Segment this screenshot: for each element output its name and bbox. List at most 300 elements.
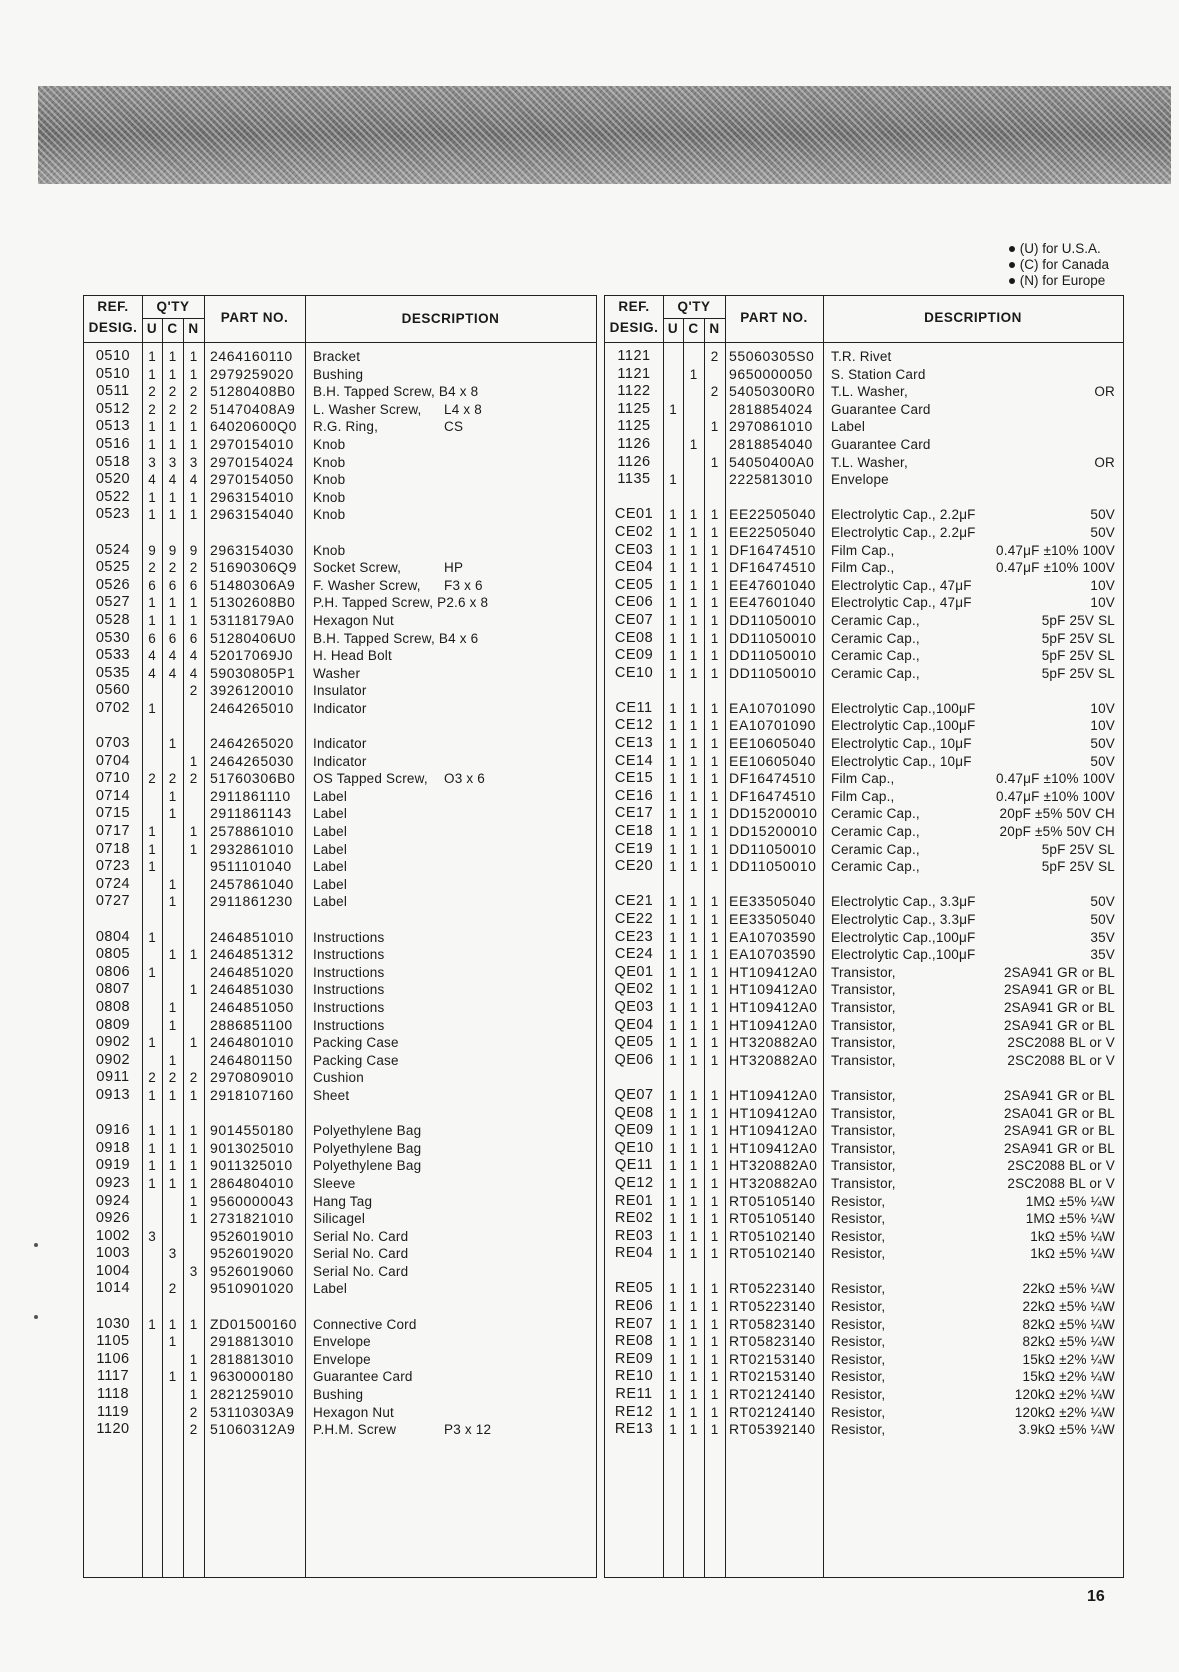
ref-cell: 0702 bbox=[95, 699, 131, 716]
qty-u-cell: 1 bbox=[148, 507, 156, 523]
part-number-cell: 51302608B0 bbox=[210, 594, 296, 611]
table-row bbox=[84, 1333, 596, 1351]
ref-cell: CE05 bbox=[614, 576, 654, 593]
ref-cell: 0902 bbox=[95, 1034, 131, 1051]
qty-u-cell: 1 bbox=[148, 700, 156, 716]
qty-c-cell: 1 bbox=[168, 489, 177, 505]
qty-c-cell: 1 bbox=[689, 806, 698, 822]
spec-cell: 2SA941 GR or BL bbox=[1003, 1087, 1115, 1103]
description-cell: Connective Cord bbox=[313, 1316, 417, 1332]
qty-c-cell: 3 bbox=[168, 454, 177, 470]
qty-n-cell: 1 bbox=[710, 859, 719, 875]
qty-n-cell: 1 bbox=[710, 718, 719, 734]
qty-u-cell: 1 bbox=[148, 841, 156, 857]
table-row bbox=[605, 612, 1123, 630]
qty-n-cell: 2 bbox=[189, 1404, 198, 1420]
part-number-cell: 54050300R0 bbox=[729, 383, 816, 400]
ref-cell: CE08 bbox=[614, 629, 654, 646]
part-number-cell: 2731821010 bbox=[210, 1210, 294, 1227]
qty-c-cell: 1 bbox=[689, 436, 698, 452]
table-row bbox=[605, 1034, 1123, 1052]
qty-c-cell: 1 bbox=[689, 665, 698, 681]
part-number-cell: DD11050010 bbox=[729, 629, 817, 646]
qty-u-cell: 1 bbox=[669, 894, 677, 910]
qty-c-cell: 1 bbox=[689, 1228, 698, 1244]
ref-cell: 0809 bbox=[95, 1016, 131, 1033]
description-cell: T.L. Washer, bbox=[831, 454, 908, 470]
qty-n-cell: 1 bbox=[710, 630, 719, 646]
table-row bbox=[605, 647, 1123, 665]
table-row bbox=[605, 1157, 1123, 1175]
part-number-cell: 51280406U0 bbox=[210, 629, 297, 646]
ref-cell: RE09 bbox=[614, 1350, 654, 1367]
part-number-cell: 2457861040 bbox=[210, 875, 294, 892]
row-spacer bbox=[605, 682, 1123, 700]
ref-cell: 1125 bbox=[617, 418, 651, 435]
spec-cell: 120kΩ ±2% ¼W bbox=[1014, 1387, 1115, 1403]
part-number-cell: 9526019020 bbox=[210, 1245, 294, 1262]
spec-cell: O3 x 6 bbox=[444, 771, 485, 787]
table-row bbox=[84, 1351, 596, 1369]
table-row bbox=[84, 489, 596, 507]
ref-cell: 0710 bbox=[95, 770, 131, 787]
description-cell: Transistor, bbox=[831, 1035, 896, 1051]
part-number-cell: DD11050010 bbox=[729, 664, 817, 681]
qty-u-cell: 1 bbox=[148, 349, 156, 364]
table-row bbox=[84, 559, 596, 577]
description-cell: R.G. Ring, bbox=[313, 419, 379, 435]
description-cell: Instructions bbox=[313, 947, 385, 963]
qty-u-cell: 1 bbox=[669, 718, 677, 734]
description-cell: P.H.M. Screw bbox=[313, 1422, 397, 1438]
ref-cell: 1126 bbox=[617, 453, 651, 470]
qty-u-cell: 1 bbox=[148, 1087, 156, 1103]
table-row bbox=[84, 612, 596, 630]
description-cell: S. Station Card bbox=[831, 366, 926, 382]
description-cell: Ceramic Cap., bbox=[831, 859, 920, 875]
qty-c-cell: 1 bbox=[168, 788, 177, 804]
description-cell: B.H. Tapped Screw, B4 x 8 bbox=[313, 384, 479, 400]
description-cell: Indicator bbox=[313, 700, 367, 716]
qty-c-cell: 4 bbox=[168, 648, 177, 664]
description-cell: Film Cap., bbox=[831, 771, 895, 787]
table-row bbox=[84, 1280, 596, 1298]
spec-cell: 1kΩ ±5% ¼W bbox=[1030, 1246, 1115, 1262]
qty-n-cell: 1 bbox=[710, 1123, 719, 1139]
spec-cell: 50V bbox=[1090, 524, 1115, 540]
qty-n-cell: 1 bbox=[710, 1017, 719, 1033]
description-cell: Ceramic Cap., bbox=[831, 612, 920, 628]
part-number-cell: DF16474510 bbox=[729, 541, 816, 558]
qty-n-cell: 1 bbox=[710, 1246, 719, 1262]
qty-c-cell: 1 bbox=[689, 1211, 698, 1227]
qty-u-cell: 1 bbox=[669, 1316, 677, 1332]
table-row bbox=[84, 366, 596, 384]
qty-n-cell: 1 bbox=[710, 964, 719, 980]
qty-n-cell: 1 bbox=[710, 577, 719, 593]
qty-c-cell: 1 bbox=[168, 1316, 177, 1332]
part-number-cell: HT320882A0 bbox=[729, 1157, 818, 1174]
row-spacer bbox=[84, 717, 596, 735]
qty-n-cell: 2 bbox=[189, 1422, 198, 1438]
description-cell: Ceramic Cap., bbox=[831, 824, 920, 840]
qty-c-cell: 1 bbox=[689, 982, 698, 998]
description-cell: Ceramic Cap., bbox=[831, 806, 920, 822]
part-number-cell: 2464851010 bbox=[210, 928, 294, 945]
table-row bbox=[84, 383, 596, 401]
qty-u-cell: 3 bbox=[148, 1228, 156, 1244]
qty-n-cell: 1 bbox=[710, 1316, 719, 1332]
ref-cell: RE12 bbox=[614, 1403, 654, 1420]
table-row bbox=[605, 788, 1123, 806]
ref-cell: RE06 bbox=[614, 1298, 654, 1315]
part-number-cell: 9560000043 bbox=[210, 1192, 294, 1209]
ref-cell: 1121 bbox=[617, 348, 651, 364]
qty-n-cell: 3 bbox=[189, 454, 198, 470]
qty-u-cell: 2 bbox=[148, 771, 156, 787]
qty-c-cell: 1 bbox=[689, 964, 698, 980]
table-row bbox=[84, 805, 596, 823]
qty-n-cell: 2 bbox=[189, 384, 198, 400]
description-cell: Hexagon Nut bbox=[313, 612, 394, 628]
table-row bbox=[605, 735, 1123, 753]
qty-c-cell: 1 bbox=[689, 771, 698, 787]
ref-cell: 0718 bbox=[95, 840, 131, 857]
description-cell: Resistor, bbox=[831, 1334, 886, 1350]
qty-u-cell: 1 bbox=[669, 929, 677, 945]
part-number-cell: 51470408A9 bbox=[210, 400, 296, 417]
table-row bbox=[605, 1351, 1123, 1369]
ref-cell: QE09 bbox=[614, 1122, 654, 1139]
description-cell: Guarantee Card bbox=[831, 401, 931, 417]
qty-n-cell: 4 bbox=[189, 648, 198, 664]
table-row bbox=[84, 981, 596, 999]
qty-c-cell: 1 bbox=[689, 1387, 698, 1403]
qty-n-cell: 1 bbox=[710, 1035, 719, 1051]
qty-n-cell: 1 bbox=[710, 753, 719, 769]
table-row bbox=[84, 1122, 596, 1140]
description-cell: Electrolytic Cap., 10μF bbox=[831, 753, 972, 769]
ref-cell: 0723 bbox=[95, 858, 131, 875]
qty-n-cell: 1 bbox=[710, 982, 719, 998]
qty-c-cell: 1 bbox=[689, 841, 698, 857]
table-row bbox=[605, 770, 1123, 788]
ref-cell: RE01 bbox=[614, 1192, 654, 1209]
part-number-cell: 2979259020 bbox=[210, 365, 294, 382]
qty-c-cell: 1 bbox=[168, 507, 177, 523]
qty-n-cell: 1 bbox=[189, 1140, 198, 1156]
part-number-cell: 51060312A9 bbox=[210, 1421, 296, 1438]
table-row bbox=[605, 366, 1123, 384]
part-number-cell: 2963154030 bbox=[210, 541, 294, 558]
table-row bbox=[84, 454, 596, 472]
qty-n-cell: 1 bbox=[710, 1193, 719, 1209]
qty-c-cell: 1 bbox=[689, 1052, 698, 1068]
spec-cell: 2SC2088 BL or V bbox=[1007, 1035, 1115, 1051]
part-number-cell: 64020600Q0 bbox=[210, 418, 297, 435]
description-cell: Resistor, bbox=[831, 1351, 886, 1367]
description-cell: Label bbox=[313, 841, 348, 857]
part-number-cell: RT02153140 bbox=[729, 1350, 816, 1367]
spec-cell: HP bbox=[444, 560, 464, 576]
part-number-cell: 54050400A0 bbox=[729, 453, 815, 470]
table-row bbox=[605, 594, 1123, 612]
ref-cell: 0510 bbox=[95, 348, 131, 364]
qty-u-cell: 1 bbox=[669, 700, 677, 716]
table-row bbox=[84, 436, 596, 454]
spec-cell: 0.47μF ±10% 100V bbox=[996, 788, 1115, 804]
table-row bbox=[605, 401, 1123, 419]
qty-c-cell: 9 bbox=[168, 542, 177, 558]
table-row bbox=[84, 1245, 596, 1263]
qty-n-cell: 1 bbox=[189, 1369, 198, 1385]
table-row bbox=[605, 1245, 1123, 1263]
qty-u-cell: 1 bbox=[669, 1035, 677, 1051]
description-cell: Label bbox=[313, 894, 348, 910]
spec-cell: 82kΩ ±5% ¼W bbox=[1022, 1334, 1115, 1350]
table-row bbox=[84, 665, 596, 683]
qty-u-cell: 1 bbox=[669, 1193, 677, 1209]
part-number-cell: DF16474510 bbox=[729, 559, 816, 576]
qty-u-cell: 1 bbox=[669, 736, 677, 752]
part-number-cell: EE47601040 bbox=[729, 576, 816, 593]
qty-u-cell: 1 bbox=[669, 912, 677, 927]
qty-u-cell: 1 bbox=[669, 1281, 677, 1297]
description-cell: Hexagon Nut bbox=[313, 1404, 394, 1420]
description-cell: T.R. Rivet bbox=[831, 349, 892, 364]
qty-c-cell: 1 bbox=[689, 999, 698, 1015]
description-cell: Resistor, bbox=[831, 1193, 886, 1209]
description-cell: Electrolytic Cap.,100μF bbox=[831, 929, 976, 945]
ref-cell: 1135 bbox=[617, 471, 651, 488]
table-row bbox=[605, 454, 1123, 472]
table-row bbox=[84, 1210, 596, 1228]
qty-u-cell: 1 bbox=[148, 612, 156, 628]
ref-cell: 0724 bbox=[95, 875, 131, 892]
description-cell: Electrolytic Cap., 47μF bbox=[831, 577, 972, 593]
qty-c-cell: 3 bbox=[168, 1246, 177, 1262]
description-cell: Ceramic Cap., bbox=[831, 630, 920, 646]
qty-n-cell: 1 bbox=[189, 824, 198, 840]
table-row bbox=[84, 647, 596, 665]
qty-c-cell: 1 bbox=[689, 577, 698, 593]
ref-cell: 0524 bbox=[95, 541, 131, 558]
description-cell: Instructions bbox=[313, 1017, 385, 1033]
description-cell: Bracket bbox=[313, 349, 361, 364]
part-number-cell: HT109412A0 bbox=[729, 998, 818, 1015]
table-row bbox=[84, 1052, 596, 1070]
table-row bbox=[605, 1140, 1123, 1158]
ref-cell: RE13 bbox=[614, 1421, 654, 1438]
part-number-cell: 9510901020 bbox=[210, 1280, 294, 1297]
part-number-cell: 2464160110 bbox=[210, 348, 293, 364]
description-cell: Envelope bbox=[313, 1334, 371, 1350]
table-row bbox=[605, 1298, 1123, 1316]
qty-n-cell: 1 bbox=[189, 947, 198, 963]
table-row bbox=[605, 1386, 1123, 1404]
ref-cell: 0808 bbox=[95, 998, 131, 1015]
spec-cell: 5pF 25V SL bbox=[1041, 841, 1115, 857]
description-cell: Label bbox=[313, 824, 348, 840]
qty-n-cell: 4 bbox=[189, 472, 198, 488]
ref-cell: 1002 bbox=[95, 1227, 131, 1244]
row-spacer bbox=[605, 876, 1123, 894]
part-number-cell: DD15200010 bbox=[729, 805, 818, 822]
qty-n-cell: 1 bbox=[710, 524, 719, 540]
table-row bbox=[84, 1087, 596, 1105]
bullet-icon bbox=[1009, 262, 1015, 268]
qty-n-cell: 1 bbox=[710, 1404, 719, 1420]
description-cell: Guarantee Card bbox=[831, 436, 931, 452]
description-cell: Resistor, bbox=[831, 1281, 886, 1297]
qty-u-cell: 1 bbox=[669, 841, 677, 857]
spec-cell: 10V bbox=[1090, 700, 1115, 716]
qty-n-cell: 1 bbox=[710, 841, 719, 857]
ref-cell: CE09 bbox=[614, 647, 654, 664]
table-row bbox=[84, 1017, 596, 1035]
description-cell: Electrolytic Cap.,100μF bbox=[831, 947, 976, 963]
ref-cell: CE02 bbox=[614, 523, 654, 540]
table-row bbox=[84, 471, 596, 489]
qty-n-cell: 1 bbox=[710, 999, 719, 1015]
part-number-cell: 2464265020 bbox=[210, 735, 294, 752]
part-number-cell: RT02153140 bbox=[729, 1368, 816, 1385]
ref-cell: 1106 bbox=[96, 1350, 130, 1367]
header-ref: REF. bbox=[618, 299, 650, 314]
part-number-cell: EA10703590 bbox=[729, 928, 816, 945]
part-number-cell: DD11050010 bbox=[729, 611, 817, 628]
qty-n-cell: 1 bbox=[710, 542, 719, 558]
qty-n-cell: 1 bbox=[189, 507, 198, 523]
part-number-cell: 2464801150 bbox=[210, 1051, 293, 1068]
qty-n-cell: 1 bbox=[189, 366, 198, 382]
ref-cell: 1003 bbox=[95, 1245, 131, 1262]
description-cell: Ceramic Cap., bbox=[831, 648, 920, 664]
qty-c-cell: 1 bbox=[689, 1351, 698, 1367]
description-cell: Resistor, bbox=[831, 1387, 886, 1403]
table-row bbox=[605, 1333, 1123, 1351]
description-cell: Envelope bbox=[313, 1351, 371, 1367]
spec-cell: F3 x 6 bbox=[444, 577, 483, 593]
description-cell: Bushing bbox=[313, 1387, 364, 1403]
part-number-cell: 2886851100 bbox=[210, 1016, 293, 1033]
bullet-icon bbox=[1009, 246, 1015, 252]
qty-c-cell: 2 bbox=[168, 1281, 177, 1297]
qty-u-cell: 1 bbox=[148, 366, 156, 382]
qty-c-cell: 1 bbox=[689, 1334, 698, 1350]
description-cell: Bushing bbox=[313, 366, 364, 382]
qty-u-cell: 1 bbox=[669, 1387, 677, 1403]
description-cell: Packing Case bbox=[313, 1035, 399, 1051]
qty-c-cell: 1 bbox=[168, 366, 177, 382]
part-number-cell: EE22505040 bbox=[729, 506, 816, 523]
table-row bbox=[84, 1140, 596, 1158]
spec-cell: 10V bbox=[1090, 577, 1115, 593]
part-number-cell: 2963154040 bbox=[210, 506, 294, 523]
qty-n-cell: 1 bbox=[710, 560, 719, 576]
qty-n-cell: 1 bbox=[710, 912, 719, 927]
part-number-cell: EE33505040 bbox=[729, 911, 816, 927]
table-row bbox=[84, 348, 596, 366]
part-number-cell: HT320882A0 bbox=[729, 1034, 818, 1051]
qty-n-cell: 2 bbox=[189, 1070, 198, 1086]
qty-u-cell: 1 bbox=[669, 982, 677, 998]
qty-c-cell: 1 bbox=[689, 1158, 698, 1174]
ref-cell: RE05 bbox=[614, 1280, 654, 1297]
qty-n-cell: 1 bbox=[189, 982, 198, 998]
spec-cell: 15kΩ ±2% ¼W bbox=[1022, 1369, 1115, 1385]
qty-n-cell: 1 bbox=[189, 753, 198, 769]
qty-n-cell: 2 bbox=[189, 560, 198, 576]
qty-n-cell: 1 bbox=[710, 454, 719, 470]
qty-n-cell: 1 bbox=[189, 1158, 198, 1174]
part-number-cell: 52017069J0 bbox=[210, 647, 294, 664]
qty-c-cell: 1 bbox=[689, 1175, 698, 1191]
part-number-cell: 2818813010 bbox=[210, 1350, 294, 1367]
ref-cell: CE19 bbox=[614, 840, 654, 857]
table-row bbox=[605, 964, 1123, 982]
ref-cell: 0806 bbox=[95, 963, 131, 980]
qty-c-cell: 1 bbox=[689, 366, 698, 382]
part-number-cell: EE10605040 bbox=[729, 735, 816, 752]
description-cell: Hang Tag bbox=[313, 1193, 373, 1209]
ref-cell: 0704 bbox=[95, 752, 131, 769]
part-number-cell: 9630000180 bbox=[210, 1368, 294, 1385]
part-number-cell: 55060305S0 bbox=[729, 348, 815, 364]
ref-cell: CE17 bbox=[614, 805, 654, 822]
description-cell: Label bbox=[313, 859, 348, 875]
header-u: U bbox=[667, 321, 679, 336]
part-number-cell: HT109412A0 bbox=[729, 981, 818, 998]
part-number-cell: EE33505040 bbox=[729, 893, 816, 910]
qty-u-cell: 1 bbox=[669, 1228, 677, 1244]
bullet-icon bbox=[1009, 278, 1015, 284]
qty-u-cell: 1 bbox=[669, 560, 677, 576]
ref-cell: 0805 bbox=[95, 946, 131, 963]
qty-u-cell: 2 bbox=[148, 1070, 156, 1086]
qty-c-cell: 1 bbox=[689, 1299, 698, 1315]
qty-u-cell: 1 bbox=[669, 542, 677, 558]
legend-item-canada: (C) for Canada bbox=[1009, 257, 1109, 273]
qty-c-cell: 1 bbox=[689, 1281, 698, 1297]
parts-table-left bbox=[83, 295, 597, 1578]
spec-cell: 2SA941 GR or BL bbox=[1003, 999, 1115, 1015]
ref-cell: 1120 bbox=[96, 1421, 130, 1438]
table-row bbox=[605, 1421, 1123, 1439]
part-number-cell: 2818854040 bbox=[729, 435, 813, 452]
row-spacer bbox=[84, 1298, 596, 1316]
ref-cell: QE06 bbox=[614, 1051, 654, 1068]
ref-cell: 0807 bbox=[95, 981, 131, 998]
ref-cell: RE03 bbox=[614, 1227, 654, 1244]
table-row bbox=[605, 805, 1123, 823]
description-cell: Cushion bbox=[313, 1070, 364, 1086]
qty-c-cell: 4 bbox=[168, 472, 177, 488]
qty-c-cell: 1 bbox=[689, 560, 698, 576]
description-cell: Knob bbox=[313, 472, 346, 488]
table-row bbox=[605, 577, 1123, 595]
part-number-cell: 2578861010 bbox=[210, 823, 294, 840]
spec-cell: 0.47μF ±10% 100V bbox=[996, 560, 1115, 576]
description-cell: Resistor, bbox=[831, 1228, 886, 1244]
description-cell: Transistor, bbox=[831, 1052, 896, 1068]
qty-c-cell: 1 bbox=[689, 700, 698, 716]
table-row bbox=[605, 1175, 1123, 1193]
table-row bbox=[605, 471, 1123, 489]
qty-n-cell: 1 bbox=[710, 894, 719, 910]
qty-c-cell: 1 bbox=[689, 524, 698, 540]
table-row bbox=[84, 1404, 596, 1422]
